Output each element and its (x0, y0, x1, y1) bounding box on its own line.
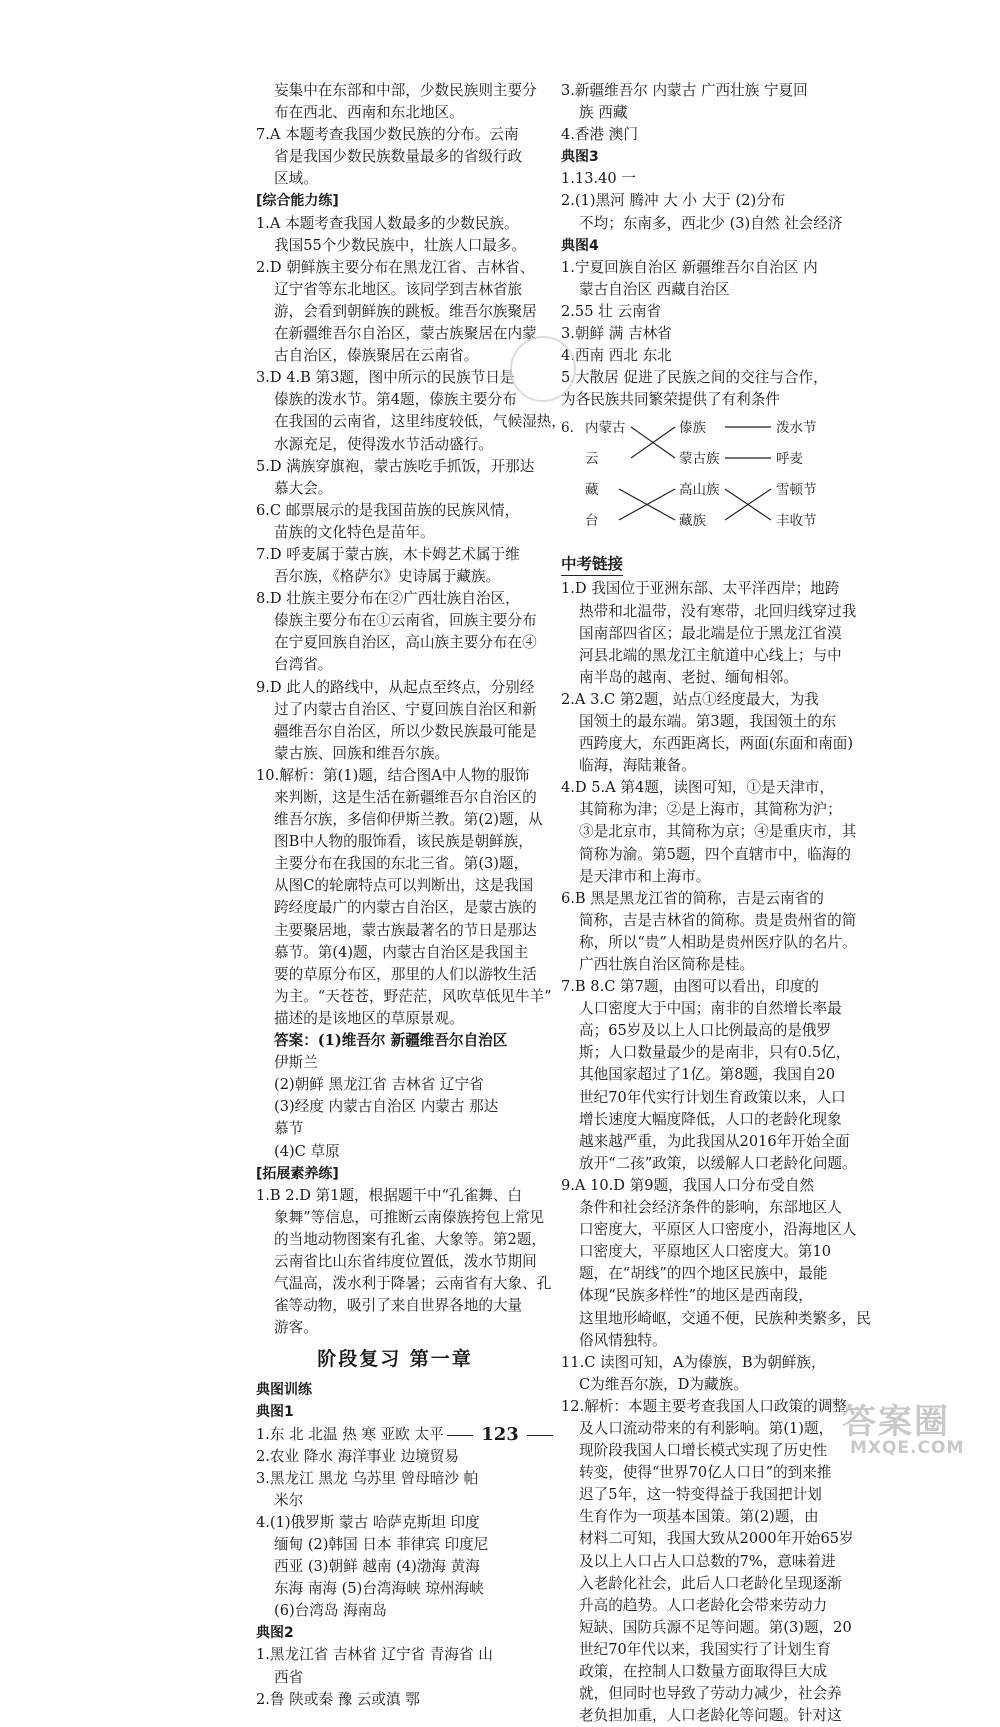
answer-line: 是天津市和上海市。 (579, 867, 711, 885)
answer-line: 的当地动物图案有孔雀、大象等。第2题， (274, 1230, 546, 1248)
answer-line: 辽宁省等东北地区。该同学到吉林省旅 (274, 280, 523, 298)
answer-line: 省是我国少数民族数量最多的省级行政 (274, 148, 523, 166)
answer-line: 族 西藏 (579, 104, 628, 122)
answer-line: 1.A 本题考查我国人数最多的少数民族。 (256, 214, 519, 232)
answer-line: 4.香港 澳门 (561, 126, 638, 144)
answer-line: 放开“二孩”政策，以缓解人口老龄化问题。 (579, 1154, 857, 1172)
answer-line: 主要分布在我国的东北三省。第(3)题， (274, 855, 529, 873)
answer-line: 2.鲁 陕或秦 豫 云或滇 鄂 (256, 1690, 420, 1708)
answer-line: 3.D 4.B 第3题，图中所示的民族节日是 (256, 369, 515, 387)
section-heading: 典图训练 (256, 1382, 312, 1399)
answer-line: 3.黑龙江 黑龙 乌苏里 曾母暗沙 帕 (256, 1469, 479, 1487)
answer-line: 来判断，这是生活在新疆维吾尔自治区的 (274, 789, 537, 806)
answer-line: 题，在“胡线”的四个地区民族中，最能 (579, 1265, 828, 1283)
answer-line: 9.A 10.D 第9题，我国人口分布受自然 (561, 1176, 815, 1194)
answer-line: 1.B 2.D 第1题，根据题干中“孔雀舞、白 (256, 1186, 523, 1204)
answer-line: 主要聚居地，蒙古族最著名的节日是那达 (274, 921, 537, 939)
answer-line: 7.B 8.C 第7题，由图可以看出，印度的 (561, 978, 820, 996)
answer-line: 其简称为津；②是上海市，其简称为沪； (579, 801, 842, 819)
answer-line: 短缺、国防兵源不足等问题。第(3)题，20 (579, 1618, 852, 1636)
answer-line: 高；65岁及以上人口比例最高的是俄罗 (579, 1022, 832, 1040)
right-column (561, 80, 871, 1727)
matching-left-item: 云 (585, 451, 599, 468)
answer-line: 4.西南 西北 东北 (561, 347, 672, 365)
answer-line: 傣族的泼水节。第4题，傣族主要分布 (274, 391, 517, 409)
answer-line: 材料二可知，我国大致从2000年开始65岁 (579, 1530, 854, 1548)
answer-line: 5.大散居 促进了民族之间的交往与合作， (561, 369, 828, 387)
answer-line: 为主。“天苍苍，野茫茫，风吹草低见牛羊” (274, 987, 552, 1005)
answer-line: 象舞”等信息，可推断云南傣族挎包上常见 (274, 1208, 545, 1226)
answer-line: 游客。 (274, 1319, 318, 1337)
answer-line: 慕节。第(4)题，内蒙古自治区是我国主 (274, 943, 529, 961)
answer-line: 2.55 壮 云南省 (561, 302, 662, 320)
answer-line: 古自治区，傣族聚居在云南省。 (274, 347, 479, 365)
answer-line: 10.解析：第(1)题，结合图A中人物的服饰 (256, 766, 530, 784)
answer-line: 河县北端的黑龙江主航道中心线上；与中 (579, 646, 842, 664)
answer-line: 称，所以“贵”人相助是贵州医疗队的名片。 (579, 933, 857, 951)
answer-line: 世纪70年代以来，我国实行了计划生育 (579, 1640, 832, 1658)
answer-line: 从图C的轮廓特点可以判断出，这是我国 (274, 877, 534, 895)
answer-line: 国领土的最东端。第3题，我国领土的东 (579, 712, 837, 730)
watermark-logo-text: 答案圈 (842, 1402, 950, 1442)
answer-line: 答案：(1)维吾尔 新疆维吾尔自治区 (274, 1032, 508, 1050)
answer-line: 条件和社会经济条件的影响，东部地区人 (579, 1199, 842, 1217)
matching-number: 6. (561, 420, 574, 437)
section-heading: 典图2 (256, 1625, 294, 1642)
answer-line: 气温高，泼水利于降暑；云南省有大象、孔 (274, 1275, 552, 1293)
answer-line: 简称为渝。第5题，四个直辖市中，临海的 (579, 845, 851, 863)
answer-line: 国南部四省区；最北端是位于黑龙江省漠 (579, 624, 842, 642)
answer-line: 在我国的云南省，这里纬度较低，气候湿热， (274, 413, 566, 431)
section-heading: 典图4 (561, 237, 599, 254)
answer-line: 体现“民族多样性”的地区是西南段， (579, 1287, 813, 1305)
page-number-text: 123 (481, 1424, 519, 1445)
answer-line: 跨经度最广的内蒙古自治区，是蒙古族的 (274, 899, 537, 917)
section-heading: [拓展素养练] (256, 1165, 339, 1182)
answer-line: 疆维吾尔自治区，所以少数民族最可能是 (274, 722, 537, 740)
answer-line: 4.(1)俄罗斯 蒙古 哈萨克斯坦 印度 (256, 1513, 480, 1531)
answer-line: 西跨度大，东西距离长，两面(东面和南面) (579, 735, 854, 753)
answer-line: 区域。 (274, 170, 318, 188)
answer-line: 世纪70年代实行计划生育政策以来，人口 (579, 1088, 846, 1106)
answer-line: 3.新疆维吾尔 内蒙古 广西壮族 宁夏回 (561, 82, 808, 99)
answer-line: 在宁夏回族自治区，高山族主要分布在④ (274, 634, 537, 652)
section-heading-exam-link: 中考链接 (561, 553, 623, 576)
matching-middle-item: 蒙古族 (679, 451, 720, 468)
answer-line: 增长速度大幅度降低，人口的老龄化现象 (579, 1110, 842, 1128)
matching-right-item: 雪顿节 (776, 482, 817, 499)
answer-line: 伊斯兰 (274, 1054, 318, 1072)
answer-line: 2.A 3.C 第2题，站点①经度最大，为我 (561, 690, 819, 708)
answer-line: 6.B 黑是黑龙江省的简称，吉是云南省的 (561, 889, 824, 907)
watermark-url: MXQE.COM (850, 1438, 965, 1458)
answer-line: 升高的趋势。人口老龄化会带来劳动力 (579, 1596, 828, 1614)
answer-line: 台湾省。 (274, 656, 333, 674)
answer-line: 1.宁夏回族自治区 新疆维吾尔自治区 内 (561, 258, 818, 276)
answer-line: 雀等动物，吸引了来自世界各地的大量 (274, 1297, 523, 1315)
answer-line: 西省 (274, 1668, 304, 1686)
answer-line: 简称，吉是吉林省的简称。贵是贵州省的简 (579, 911, 857, 929)
answer-line: 在新疆维吾尔自治区，蒙古族聚居在内蒙 (274, 325, 537, 343)
answer-line: 4.D 5.A 第4题，读图可知，①是天津市， (561, 779, 834, 797)
answer-line: 1.13.40 一 (561, 170, 636, 188)
answer-line: 东海 南海 (5)台湾海峡 琼州海峡 (274, 1580, 484, 1598)
answer-line: 蒙古自治区 西藏自治区 (579, 280, 730, 298)
matching-diagram (561, 413, 840, 543)
answer-line: 这里地形崎岖，交通不便，民族种类繁多，民 (579, 1309, 871, 1327)
matching-middle-item: 傣族 (679, 420, 706, 437)
answer-line: 迟了5年，这一特变得益于我国把计划 (579, 1486, 822, 1504)
matching-right-item: 泼水节 (776, 420, 817, 437)
answer-line: 缅甸 (2)韩国 日本 菲律宾 印度尼 (274, 1536, 489, 1553)
answer-line: 6.C 邮票展示的是我国苗族的民族风情， (256, 501, 520, 519)
answer-line: 2.(1)黑河 腾冲 大 小 大于 (2)分布 (561, 192, 786, 210)
answer-line: 3.朝鲜 满 吉林省 (561, 325, 672, 343)
matching-right-item: 呼麦 (776, 451, 803, 468)
answer-line: 11.C 读图可知，A为傣族，B为朝鲜族， (561, 1353, 826, 1371)
answer-line: 生育作为一项基本国策。第(2)题，由 (579, 1508, 819, 1526)
answer-line: 2.D 朝鲜族主要分布在黑龙江省、吉林省、 (256, 258, 535, 276)
answer-line: 政策，在控制人口数量方面取得巨大成 (579, 1663, 828, 1680)
site-watermark (828, 1394, 988, 1464)
answer-line: 口密度大，平原地区人口密度大。第10 (579, 1243, 832, 1261)
answer-line: 5.D 满族穿旗袍，蒙古族吃手抓饭，开那达 (256, 457, 535, 475)
section-heading: [综合能力练] (256, 193, 339, 210)
answer-line: 俗风情独特。 (579, 1331, 667, 1349)
answer-line: 热带和北温带，没有寒带，北回归线穿过我 (579, 602, 857, 620)
matching-left-item: 藏 (585, 482, 599, 499)
faint-stamp (510, 336, 576, 402)
answer-line: 慕大会。 (274, 479, 333, 497)
left-column (256, 80, 566, 1711)
answer-line: (2)朝鲜 黑龙江省 吉林省 辽宁省 (274, 1076, 484, 1094)
matching-right-item: 丰收节 (776, 513, 817, 530)
answer-line: 维吾尔族，多信仰伊斯兰教。第(2)题，从 (274, 811, 543, 829)
answer-line: 口密度大，平原区人口密度小，沿海地区人 (579, 1221, 857, 1239)
matching-middle-item: 高山族 (679, 482, 720, 499)
answer-line: 要的草原分布区，那里的人们以游牧生活 (274, 965, 537, 983)
answer-line: 1.D 我国位于亚洲东部、太平洋西岸；地跨 (561, 580, 840, 598)
answer-line: C为维吾尔族，D为藏族。 (579, 1375, 748, 1393)
answer-line: 我国55个少数民族中，壮族人口最多。 (274, 236, 527, 254)
answer-line: 布在西北、西南和东北地区。 (274, 104, 464, 122)
answer-line: ③是北京市，其简称为京；④是重庆市，其 (579, 823, 857, 841)
answer-line: 游，会看到朝鲜族的跳板。维吾尔族聚居 (274, 302, 537, 320)
answer-line: 蒙古族、回族和维吾尔族。 (274, 744, 450, 762)
answer-line: 吾尔族，《格萨尔》史诗属于藏族。 (274, 568, 501, 586)
answer-line: 米尔 (274, 1491, 304, 1509)
answer-line: 7.A 本题考查我国少数民族的分布。云南 (256, 126, 519, 144)
answer-line: 西亚 (3)朝鲜 越南 (4)渤海 黄海 (274, 1558, 480, 1576)
answer-line: (6)台湾岛 海南岛 (274, 1602, 387, 1620)
answer-line: 其他国家超过了1亿。第8题，我国自20 (579, 1066, 836, 1084)
answer-line: 2.农业 降水 海洋事业 边境贸易 (256, 1447, 459, 1465)
answer-line: 及以上人口占人口总数的7%，意味着进 (579, 1552, 836, 1570)
answer-line: 1.东 北 北温 热 寒 亚欧 太平 (256, 1425, 444, 1443)
answer-line: 傣族主要分布在①云南省，回族主要分布 (274, 612, 537, 630)
answer-line: 7.D 呼麦属于蒙古族，木卡姆艺术属于维 (256, 545, 520, 563)
answer-line: 8.D 壮族主要分布在②广西壮族自治区， (256, 590, 520, 608)
answer-line: 苗族的文化特色是苗年。 (274, 523, 435, 541)
answer-line: 入老龄化社会，此后人口老龄化呈现逐渐 (579, 1574, 842, 1592)
answer-line: 斯；人口数量最少的是南非，只有0.5亿， (579, 1044, 851, 1062)
answer-line: 现阶段我国人口增长模式实现了历史性 (579, 1442, 828, 1460)
answer-line: 妄集中在东部和中部，少数民族则主要分 (274, 82, 537, 99)
answer-line: 云南省比山东省纬度位置低，泼水节期间 (274, 1252, 537, 1270)
answer-line: 老负担加重，人口老龄化等问题。针对这 (579, 1707, 842, 1725)
answer-line: 广西壮族自治区简称是桂。 (579, 956, 755, 973)
page-number-dash-right (527, 1435, 553, 1436)
answer-line: 慕节 (274, 1120, 304, 1138)
answer-line: 临海，海陆兼备。 (579, 757, 696, 775)
matching-left-item: 内蒙古 (585, 420, 626, 437)
answer-line: 及人口流动带来的有利影响。第(1)题， (579, 1419, 834, 1437)
matching-middle-item: 藏族 (679, 513, 706, 530)
answer-line: 南半岛的越南、老挝、缅甸相邻。 (579, 668, 798, 686)
answer-line: 为各民族共同繁荣提供了有利条件 (561, 391, 780, 409)
answer-line: (3)经度 内蒙古自治区 内蒙古 那达 (274, 1098, 499, 1116)
chapter-title: 阶段复习 第一章 (317, 1348, 473, 1371)
answer-line: (4)C 草原 (274, 1142, 340, 1160)
answer-line: 转变，使得“世界70亿人口日”的到来推 (579, 1464, 832, 1482)
answer-line: 不均；东南多，西北少 (3)自然 社会经济 (579, 214, 843, 232)
section-heading: 典图1 (256, 1404, 294, 1421)
answer-line: 人口密度大于中国；南非的自然增长率最 (579, 1000, 842, 1018)
answer-line: 水源充足，使得泼水节活动盛行。 (274, 435, 493, 453)
answer-line: 1.黑龙江省 吉林省 辽宁省 青海省 山 (256, 1646, 493, 1664)
answer-line: 9.D 此人的路线中，从起点至终点，分别经 (256, 678, 535, 696)
answer-line: 描述的是该地区的草原景观。 (274, 1009, 464, 1027)
page-number-dash-left (447, 1435, 473, 1436)
matching-left-item: 台 (585, 513, 599, 530)
answer-line: 越来越严重，为此我国从2016年开始全面 (579, 1132, 850, 1150)
section-heading: 典图3 (561, 149, 599, 166)
answer-line: 就，但同时也导致了劳动力减少，社会养 (579, 1685, 842, 1703)
answer-line: 12.解析：本题主要考查我国人口政策的调整 (561, 1397, 847, 1415)
answer-line: 图B中人物的服饰看，该民族是朝鲜族， (274, 833, 533, 851)
answer-line: 过了内蒙古自治区、宁夏回族自治区和新 (274, 700, 537, 718)
